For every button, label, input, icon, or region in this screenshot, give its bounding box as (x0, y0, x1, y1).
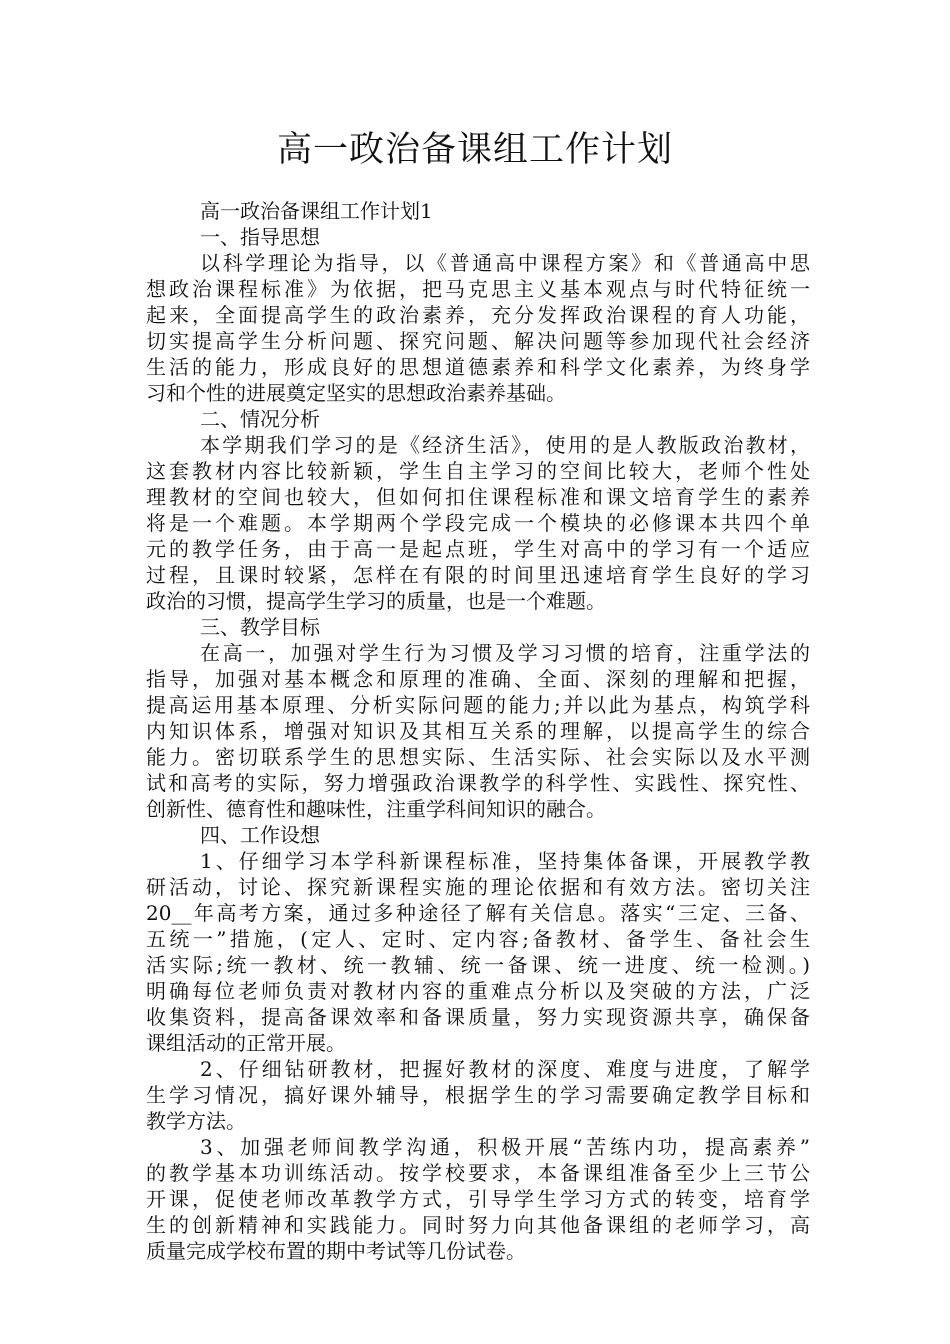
text-line: 元的教学任务，由于高一是起点班，学生对高中的学习有一个适应 (146, 537, 810, 561)
text-line: 1、仔细学习本学科新课程标准，坚持集体备课，开展教学教 (200, 849, 810, 873)
text-line: 试和高考的实际，努力增强政治课教学的科学性、实践性、探究性、 (146, 771, 810, 795)
text-line: 生的创新精神和实践能力。同时努力向其他备课组的老师学习，高 (146, 1213, 810, 1237)
document-body (146, 198, 810, 1264)
text-line: 课组活动的正常开展。 (146, 1031, 346, 1055)
text-line: 四、工作设想 (200, 823, 320, 847)
text-line: 能力。密切联系学生的思想实际、生活实际、社会实际以及水平测 (146, 745, 810, 769)
text-line: 生学习情况，搞好课外辅导，根据学生的学习需要确定教学目标和 (146, 1083, 810, 1107)
text-line: 二、情况分析 (200, 407, 320, 431)
text-line: 教学方法。 (146, 1109, 246, 1133)
text-line: 政治的习惯，提高学生学习的质量，也是一个难题。 (146, 589, 606, 613)
text-line: 2、仔细钻研教材，把握好教材的深度、难度与进度，了解学 (200, 1057, 810, 1081)
text-line: 高一政治备课组工作计划1 (200, 199, 433, 223)
text-line: 开课，促使老师改革教学方式，引导学生学习方式的转变，培育学 (146, 1187, 810, 1211)
text-line: 在高一，加强对学生行为习惯及学习习惯的培育，注重学法的 (200, 641, 810, 665)
text-line: 提高运用基本原理、分析实际问题的能力;并以此为基点，构筑学科 (146, 693, 810, 717)
text-line: 理教材的空间也较大，但如何扣住课程标准和课文培育学生的素养 (146, 485, 810, 509)
text-line: 明确每位老师负责对教材内容的重难点分析以及突破的方法，广泛 (146, 979, 810, 1003)
text-line: 五统一”措施，(定人、定时、定内容;备教材、备学生、备社会生 (146, 927, 810, 951)
text-line: 三、教学目标 (200, 615, 320, 639)
text-line: 的教学基本功训练活动。按学校要求，本备课组准备至少上三节公 (146, 1161, 810, 1185)
text-line: 以科学理论为指导，以《普通高中课程方案》和《普通高中思 (200, 251, 810, 275)
text-line: 3、加强老师间教学沟通，积极开展“苦练内功，提高素养” (200, 1135, 810, 1159)
text-line: 将是一个难题。本学期两个学段完成一个模块的必修课本共四个单 (146, 511, 810, 535)
text-line: 活实际;统一教材、统一教辅、统一备课、统一进度、统一检测。) (146, 953, 810, 977)
text-line: 研活动，讨论、探究新课程实施的理论依据和有效方法。密切关注 (146, 875, 810, 899)
text-line: 一、指导思想 (200, 225, 320, 249)
document-title: 高一政治备课组工作计划 (276, 130, 673, 170)
text-line: 生活的能力，形成良好的思想道德素养和科学文化素养，为终身学 (146, 355, 810, 379)
text-line: 起来，全面提高学生的政治素养，充分发挥政治课程的育人功能， (146, 303, 810, 327)
text-line: 本学期我们学习的是《经济生活》，使用的是人教版政治教材， (200, 433, 810, 457)
text-line: 创新性、德育性和趣味性，注重学科间知识的融合。 (146, 797, 606, 821)
text-line: 指导，加强对基本概念和原理的准确、全面、深刻的理解和把握， (146, 667, 810, 691)
text-line: 切实提高学生分析问题、探究问题、解决问题等参加现代社会经济 (146, 329, 810, 353)
text-line: 想政治课程标准》为依据，把马克思主义基本观点与时代特征统一 (146, 277, 810, 301)
text-line: 质量完成学校布置的期中考试等几份试卷。 (146, 1239, 526, 1263)
text-line: 过程，且课时较紧，怎样在有限的时间里迅速培育学生良好的学习 (146, 563, 810, 587)
text-line: 这套教材内容比较新颖，学生自主学习的空间比较大，老师个性处 (146, 459, 810, 483)
text-line: 习和个性的进展奠定坚实的思想政治素养基础。 (146, 381, 566, 405)
text-line: 20__年高考方案，通过多种途径了解有关信息。落实“三定、三备、 (146, 901, 810, 925)
text-line: 收集资料，提高备课效率和备课质量，努力实现资源共享，确保备 (146, 1005, 810, 1029)
text-line: 内知识体系，增强对知识及其相互关系的理解，以提高学生的综合 (146, 719, 810, 743)
